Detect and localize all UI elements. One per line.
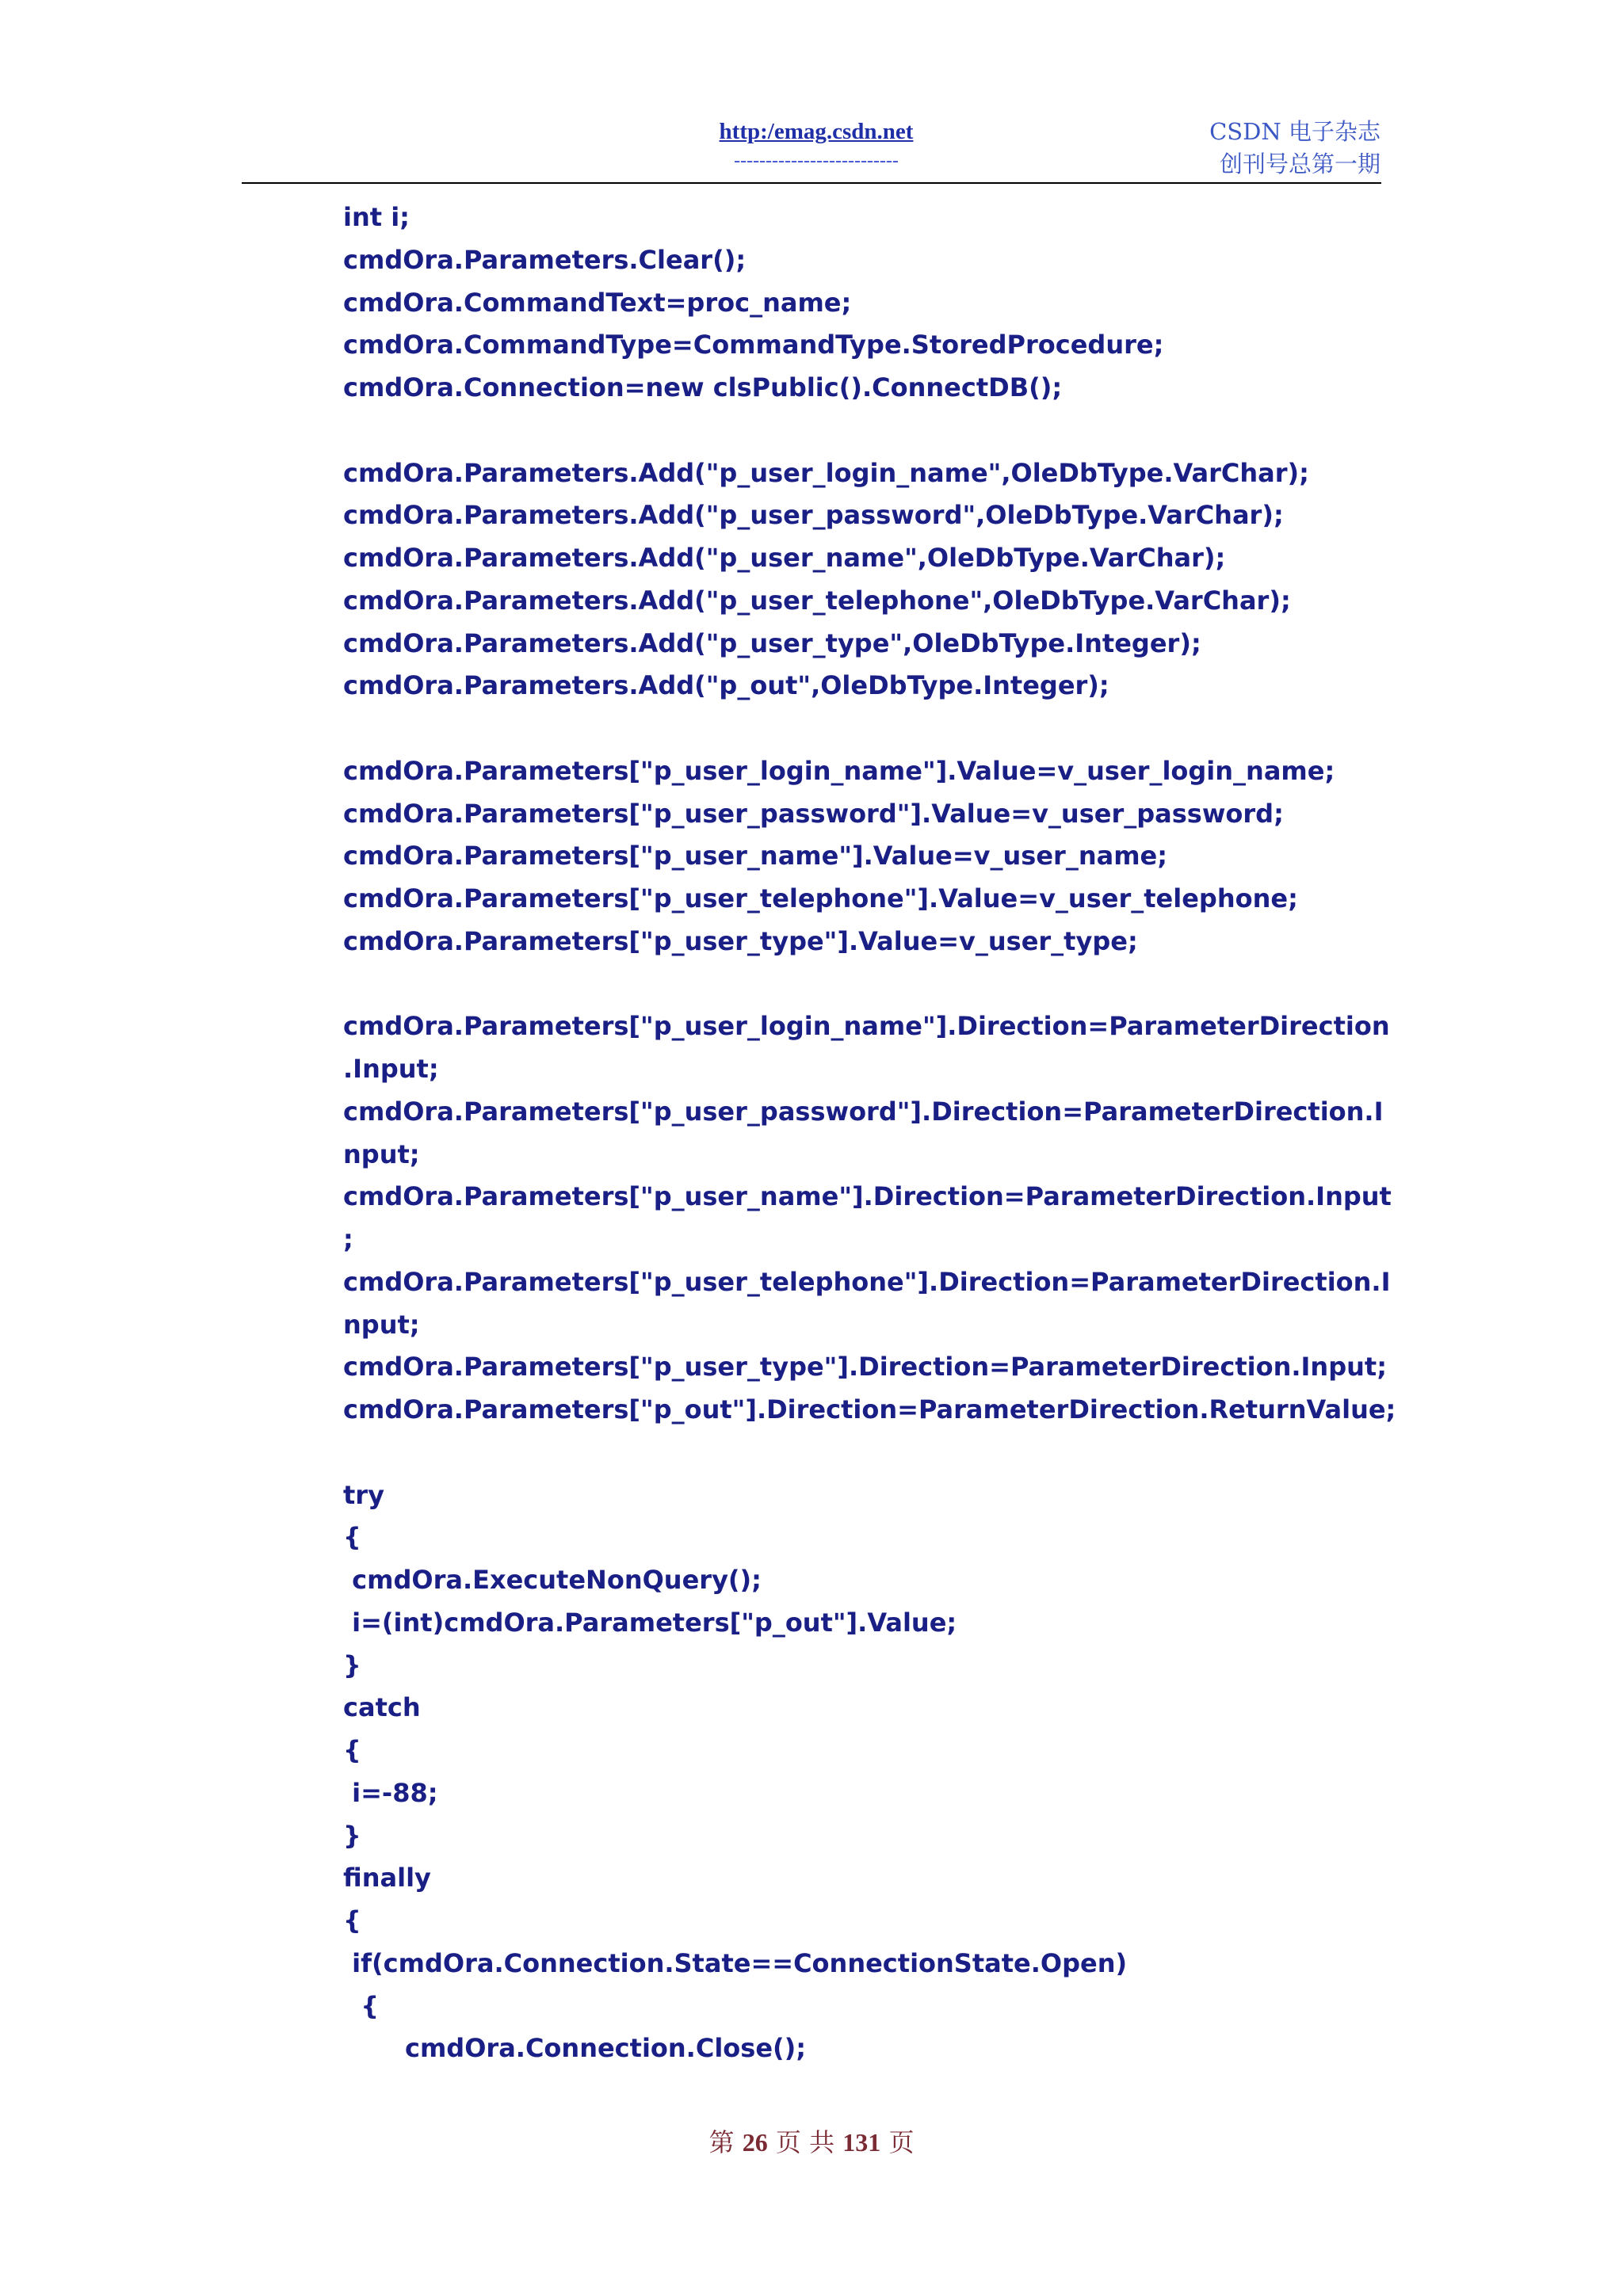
current-page-number: 26 bbox=[742, 2128, 768, 2157]
code-line: cmdOra.Parameters["p_user_login_name"].Value=v_user_login_name; bbox=[343, 755, 1335, 786]
footer-suffix: 页 bbox=[888, 2127, 915, 2157]
magazine-name: CSDN 电子杂志 bbox=[1209, 118, 1381, 145]
code-line: cmdOra.Parameters.Add("p_out",OleDbType.Integer); bbox=[343, 670, 1109, 701]
code-line: catch bbox=[343, 1692, 421, 1723]
code-line: cmdOra.Parameters["p_user_type"].Direction=ParameterDirection.Input; bbox=[343, 1352, 1387, 1383]
code-line: } bbox=[343, 1820, 361, 1851]
code-line: cmdOra.Connection.Close(); bbox=[343, 2033, 807, 2064]
code-line: cmdOra.Parameters["p_user_name"].Direction=ParameterDirection.Input bbox=[343, 1181, 1392, 1212]
code-line: cmdOra.Parameters["p_user_login_name"].Direction=ParameterDirection bbox=[343, 1011, 1390, 1042]
code-line: cmdOra.Parameters["p_user_password"].Value=v_user_password; bbox=[343, 798, 1284, 829]
code-line: cmdOra.Parameters.Add("p_user_password",OleDbType.VarChar); bbox=[343, 500, 1284, 531]
code-line: cmdOra.Parameters["p_out"].Direction=ParameterDirection.ReturnValue; bbox=[343, 1394, 1396, 1425]
page-footer bbox=[0, 2126, 1623, 2158]
code-line: cmdOra.Parameters["p_user_name"].Value=v_user_name; bbox=[343, 841, 1168, 871]
page-header-center bbox=[705, 117, 927, 173]
code-line: int i; bbox=[343, 202, 410, 232]
code-line: cmdOra.Parameters["p_user_password"].Direction=ParameterDirection.I bbox=[343, 1096, 1384, 1127]
code-line: cmdOra.Parameters.Add("p_user_name",OleDbType.VarChar); bbox=[343, 543, 1226, 573]
code-line: cmdOra.CommandType=CommandType.StoredProcedure; bbox=[343, 330, 1164, 360]
code-blank-line bbox=[343, 410, 1389, 452]
page-header-right bbox=[1209, 116, 1381, 181]
code-line: { bbox=[343, 1735, 361, 1765]
code-line: cmdOra.Parameters.Add("p_user_telephone",OleDbType.VarChar); bbox=[343, 585, 1291, 616]
code-line: cmdOra.Parameters.Add("p_user_type",OleDbType.Integer); bbox=[343, 627, 1201, 658]
code-line: .Input; bbox=[343, 1054, 439, 1084]
code-line: cmdOra.CommandText=proc_name; bbox=[343, 287, 852, 318]
code-listing bbox=[343, 196, 1396, 2070]
code-blank-line bbox=[343, 1432, 1389, 1474]
footer-prefix: 第 bbox=[708, 2127, 735, 2157]
code-line: i=(int)cmdOra.Parameters["p_out"].Value; bbox=[343, 1607, 957, 1638]
code-line: cmdOra.Parameters["p_user_telephone"].Value=v_user_telephone; bbox=[343, 883, 1298, 913]
code-line: { bbox=[343, 1522, 361, 1553]
code-line: } bbox=[343, 1650, 361, 1680]
code-line: nput; bbox=[343, 1309, 420, 1340]
footer-middle: 页 共 bbox=[775, 2127, 835, 2157]
code-blank-line bbox=[343, 707, 1389, 750]
code-line: cmdOra.Parameters["p_user_type"].Value=v_user_type; bbox=[343, 925, 1138, 956]
code-line: cmdOra.Parameters.Add("p_user_login_name",OleDbType.VarChar); bbox=[343, 457, 1309, 488]
code-line: ; bbox=[343, 1224, 353, 1254]
header-divider bbox=[242, 182, 1381, 184]
code-line: { bbox=[343, 1905, 361, 1936]
code-line: if(cmdOra.Connection.State==ConnectionState.Open) bbox=[343, 1947, 1128, 1978]
code-line: cmdOra.Connection=new clsPublic().ConnectDB(); bbox=[343, 372, 1063, 402]
code-line: cmdOra.Parameters.Clear(); bbox=[343, 244, 747, 275]
code-line: finally bbox=[343, 1863, 431, 1894]
code-line: nput; bbox=[343, 1138, 420, 1169]
code-line: cmdOra.ExecuteNonQuery(); bbox=[343, 1565, 762, 1595]
magazine-url-link[interactable]: http:/emag.csdn.net bbox=[719, 119, 914, 144]
code-line: i=-88; bbox=[343, 1777, 438, 1808]
header-dashes: -------------------------- bbox=[734, 151, 899, 171]
issue-label: 创刊号总第一期 bbox=[1219, 151, 1381, 177]
code-line: cmdOra.Parameters["p_user_telephone"].Direction=ParameterDirection.I bbox=[343, 1266, 1391, 1297]
code-line: try bbox=[343, 1479, 384, 1510]
code-blank-line bbox=[343, 963, 1389, 1006]
code-line: { bbox=[343, 1990, 380, 2021]
total-pages-number: 131 bbox=[842, 2128, 881, 2157]
